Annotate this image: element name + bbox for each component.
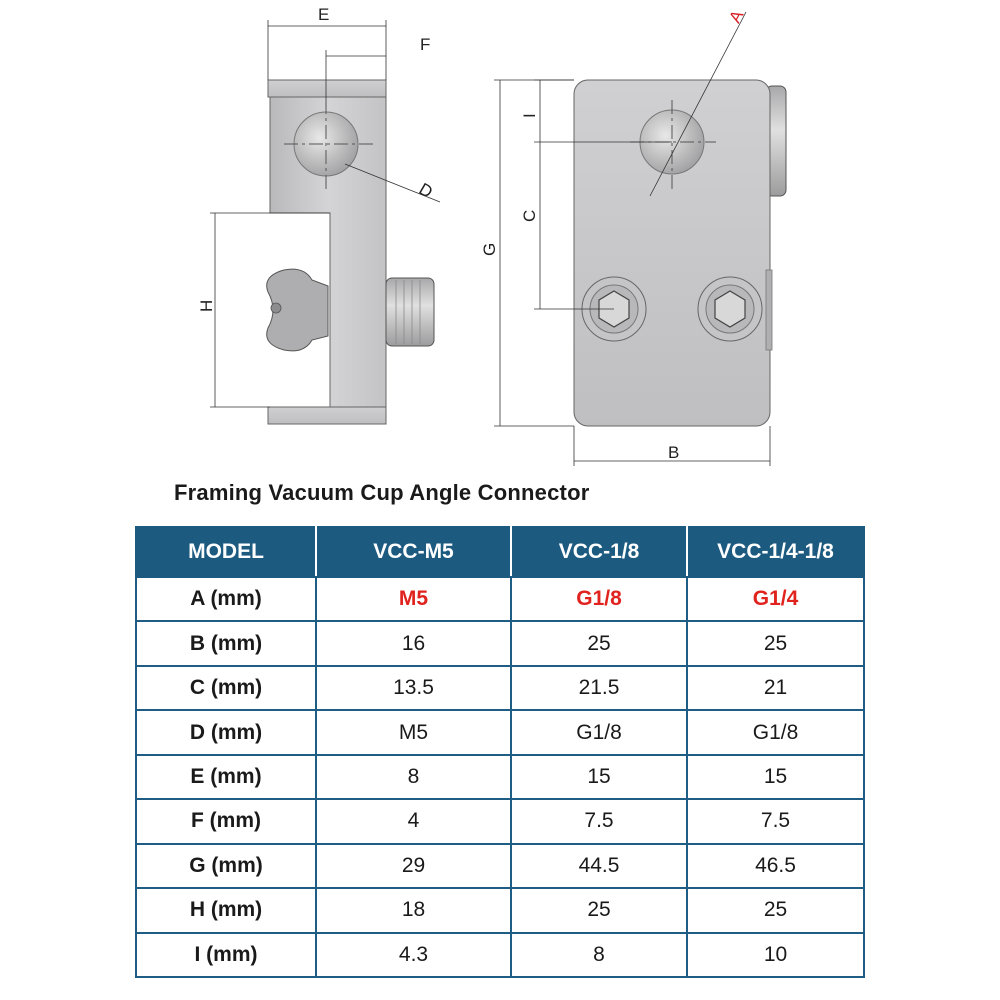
table-row — [136, 799, 864, 843]
row-label: D (mm) — [136, 710, 316, 754]
row-label: C (mm) — [136, 666, 316, 710]
table-cell: G1/8 — [511, 577, 687, 621]
spec-table — [135, 526, 865, 978]
dim-label-e: E — [318, 5, 330, 24]
table-cell: 7.5 — [511, 799, 687, 843]
dim-label-i: I — [520, 113, 539, 118]
table-cell: 25 — [511, 888, 687, 932]
table-row — [136, 621, 864, 665]
table-cell: 8 — [316, 755, 511, 799]
row-label: H (mm) — [136, 888, 316, 932]
row-label: F (mm) — [136, 799, 316, 843]
table-cell: M5 — [316, 577, 511, 621]
table-cell: 25 — [687, 621, 864, 665]
table-cell: 15 — [511, 755, 687, 799]
table-cell: G1/4 — [687, 577, 864, 621]
table-cell: 13.5 — [316, 666, 511, 710]
row-label: I (mm) — [136, 933, 316, 978]
table-cell: 7.5 — [687, 799, 864, 843]
table-cell: 18 — [316, 888, 511, 932]
dim-label-h: H — [197, 299, 216, 312]
table-row — [136, 577, 864, 621]
table-header-row — [136, 527, 864, 577]
row-label: E (mm) — [136, 755, 316, 799]
table-cell: 16 — [316, 621, 511, 665]
table-cell: 44.5 — [511, 844, 687, 888]
row-label: B (mm) — [136, 621, 316, 665]
table-cell: 8 — [511, 933, 687, 978]
table-cell: 21.5 — [511, 666, 687, 710]
table-row — [136, 888, 864, 932]
technical-drawing — [0, 0, 1000, 470]
dim-label-c: C — [520, 209, 539, 222]
dim-label-a: A — [725, 7, 748, 26]
table-cell: M5 — [316, 710, 511, 754]
table-cell: 15 — [687, 755, 864, 799]
table-cell: 10 — [687, 933, 864, 978]
table-cell: 21 — [687, 666, 864, 710]
header-model: MODEL — [136, 527, 316, 577]
table-cell: 25 — [511, 621, 687, 665]
table-cell: 4.3 — [316, 933, 511, 978]
table-cell: G1/8 — [687, 710, 864, 754]
dim-label-f: F — [420, 35, 431, 54]
table-cell: 46.5 — [687, 844, 864, 888]
table-row — [136, 933, 864, 978]
table-cell: 29 — [316, 844, 511, 888]
table-cell: 25 — [687, 888, 864, 932]
header-vcc-m5: VCC-M5 — [316, 527, 511, 577]
table-row — [136, 666, 864, 710]
table-cell: 4 — [316, 799, 511, 843]
header-vcc-1-8: VCC-1/8 — [511, 527, 687, 577]
table-row — [136, 844, 864, 888]
dim-label-b: B — [668, 443, 680, 462]
table-cell: G1/8 — [511, 710, 687, 754]
side-view — [210, 20, 440, 424]
dim-label-g: G — [480, 242, 499, 256]
page-title: Framing Vacuum Cup Angle Connector — [174, 480, 590, 505]
table-row — [136, 755, 864, 799]
dim-label-d: D — [415, 179, 436, 202]
row-label: A (mm) — [136, 577, 316, 621]
table-row — [136, 710, 864, 754]
front-view — [494, 12, 786, 466]
header-vcc-1-4-1-8: VCC-1/4-1/8 — [687, 527, 864, 577]
row-label: G (mm) — [136, 844, 316, 888]
